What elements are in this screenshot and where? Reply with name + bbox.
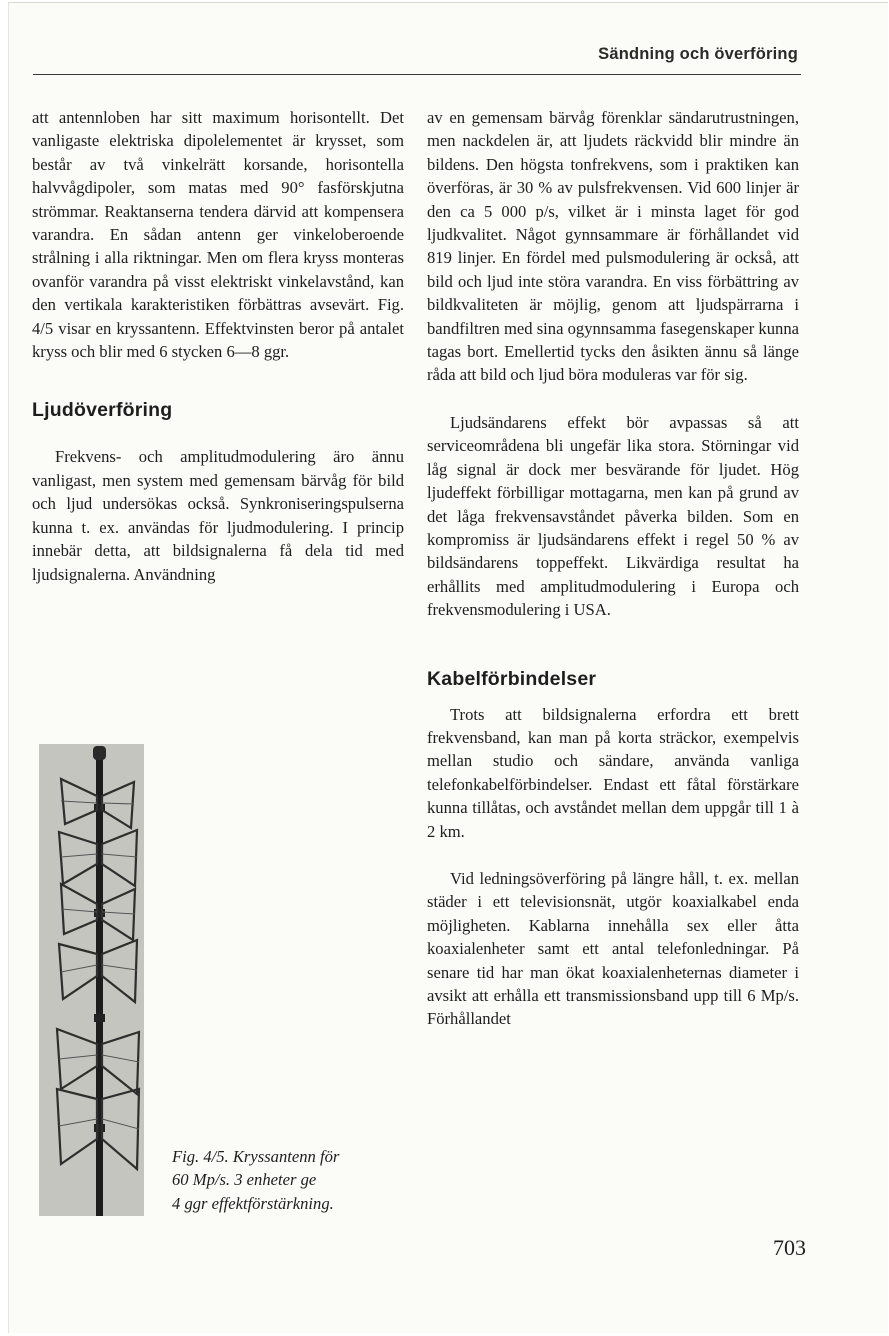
page-number: 703 <box>773 1235 806 1260</box>
running-head: Sändning och överföring <box>598 45 798 63</box>
ljud-paragraph: Frekvens- och amplitudmodulering äro ännu vanligast, men system med gemensam bärvåg för bild och ljud undersökas också. Synkroniseringspulserna kunna t. ex. användas för ljudmodulering. I princip innebär detta, att bildsignalerna få dela tid med ljudsignalerna. Användning <box>32 447 404 584</box>
left-column <box>32 106 404 586</box>
caption-line: 4 ggr effektförstärkning. <box>172 1193 334 1213</box>
section-heading-kabelforbindelser: Kabelförbindelser <box>427 667 597 690</box>
header-rule <box>33 74 801 75</box>
figure-caption <box>172 1145 407 1215</box>
kabel-paragraph-2: Vid ledningsöverföring på längre håll, t. ex. mellan städer i ett televisionsnät, utgör koaxialkabel enda möjligheten. Kablarna innehålla sex eller åtta koaxialenheter samt ett antal telefonledningar. På senare tid har man ökat koaxialenheternas diameter i avsikt att erhålla ett transmissionsband upp till 6 Mp/s. Förhållandet <box>427 868 799 1029</box>
continued-paragraph: av en gemensam bärvåg förenklar sändarutrustningen, men nackdelen är, att ljudets räckvidd blir mindre än bildens. Den högsta tonfrekvens, som i praktiken kan överföras, är 30 % av pulsfrekvensen. Vid 600 linjer är den ca 5 000 p/s, vilket är i minsta laget för god ljudkvalitet. Något gynnsammare är förhållandet vid 819 linjer. En fördel med pulsmodulering är också, att bild och ljud inte störa varandra. En viss förbättring av bildkvaliteten är möjlig, genom att ljudspärrarna i bandfiltren med sina ogynnsamma fasegenskaper kunna tagas bort. Emellertid tycks den åsikten ännu så länge råda att bild och ljud böra moduleras var för sig. <box>427 108 799 385</box>
intro-paragraph: att antennloben har sitt maximum horisontellt. Det vanligaste elektriska dipolelementet är krysset, som består av två vinkelrätt korsande, horisontella halvvågdipoler, som matas med 90° fasförskjutna strömmar. Reaktanserna tendera därvid att kompensera varandra. En sådan antenn ger vinkeloberoende strålning i alla riktningar. Men om flera kryss monteras ovanför varandra på visst elektriskt vinkelavstånd, kan den vertikala karakteristiken förbättras avsevärt. Fig. 4/5 visar en kryssantenn. Effektvinsten beror på antalet kryss och blir med 6 stycken 6—8 ggr. <box>32 108 404 362</box>
antenna-photo <box>39 744 144 1216</box>
caption-line: Fig. 4/5. Kryssantenn för <box>172 1147 340 1166</box>
kabel-paragraph-1: Trots att bildsignalerna erfordra ett brett frekvensband, kan man på korta sträckor, exempelvis mellan studio och sändare, använda vanliga telefonkabelförbindelser. Endast ett fåtal förstärkare kunna tillåtas, och avståndet mellan dem uppgår till 1 à 2 km. <box>427 704 799 841</box>
section-heading-ljudoverforing: Ljudöverföring <box>32 399 173 422</box>
cross-antenna-image <box>39 744 144 1216</box>
ljudsandare-effekt-paragraph: Ljudsändarens effekt bör avpassas så att serviceområdena bli ungefär lika stora. Störningar vid låg signal är dock mer besvärande för ljudet. Hög ljudeffekt förbilligar mottagarna, men kan på grund av det låga frekvensavståndet påverka bilden. Som en kompromiss är ljudsändarens effekt i regel 50 % av bildsändarens toppeffekt. Likvärdiga resultat ha erhållits med amplitudmodulering i Europa och frekvensmodulering i USA. <box>427 412 799 620</box>
right-column <box>427 106 799 1031</box>
caption-line: 60 Mp/s. 3 enheter ge <box>172 1170 317 1190</box>
book-page <box>8 2 888 1333</box>
